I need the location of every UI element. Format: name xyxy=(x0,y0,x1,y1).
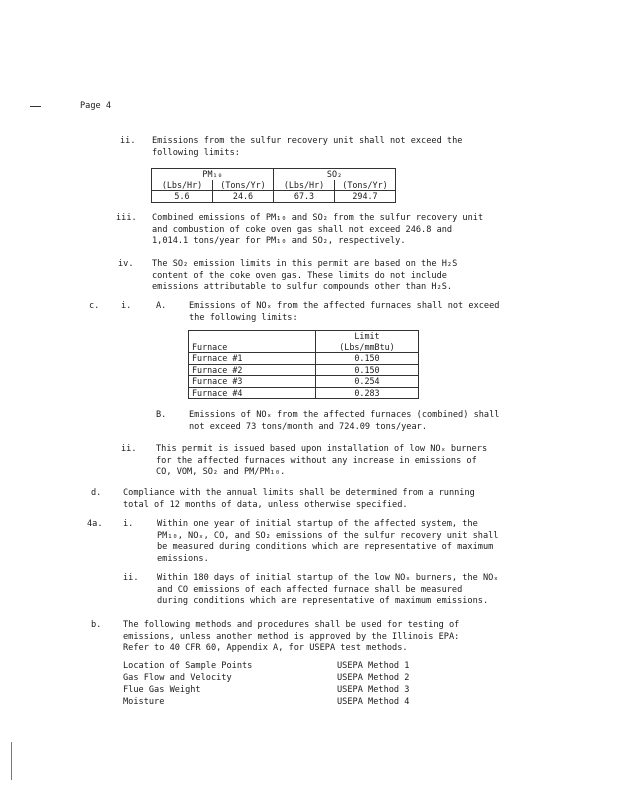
table-row xyxy=(189,353,419,365)
furnace-name: Furnace #2 xyxy=(189,364,316,376)
method-name: Flue Gas Weight xyxy=(123,685,201,695)
item-ii-label: ii. xyxy=(120,136,136,146)
unit-header: (Tons/Yr) xyxy=(213,180,274,191)
furnace-limit: 0.254 xyxy=(316,376,419,388)
table-row xyxy=(189,387,419,399)
item-c-b-label: B. xyxy=(156,410,167,420)
item-c-ii-label: ii. xyxy=(121,444,137,454)
method-name: Gas Flow and Velocity xyxy=(123,673,232,683)
item-b-text: The following methods and procedures shall be used for testing of emissions, unless another method is approved by the Illinois EPA: Refer to 40 CFR 60, Appendix A, for USEPA test methods. xyxy=(123,620,460,654)
furnace-header: Furnace xyxy=(189,342,316,353)
limit-value: 67.3 xyxy=(274,191,335,203)
item-iv-label: iv. xyxy=(118,259,134,269)
item-d-text: Compliance with the annual limits shall be determined from a running total of 12 months of data, unless otherwise specified. xyxy=(123,488,475,510)
item-4a-i-label: i. xyxy=(123,519,134,529)
limit-header: Limit xyxy=(316,331,419,342)
unit-header: (Lbs/Hr) xyxy=(152,180,213,191)
item-c-letter: c. xyxy=(89,301,100,311)
method-name: Moisture xyxy=(123,697,165,707)
item-ii-text: Emissions from the sulfur recovery unit shall not exceed the following limits: xyxy=(152,136,463,158)
limit-value: 294.7 xyxy=(335,191,396,203)
so2-header: SO₂ xyxy=(274,169,396,180)
furnace-name: Furnace #1 xyxy=(189,353,316,365)
unit-header: (Lbs/Hr) xyxy=(274,180,335,191)
furnace-limit: 0.283 xyxy=(316,387,419,399)
item-4a-ii-label: ii. xyxy=(123,573,139,583)
scan-edge-mark xyxy=(11,742,12,780)
item-c-text: Emissions of NOₓ from the affected furnaces shall not exceed the following limits: xyxy=(189,301,500,323)
item-4a-label: 4a. xyxy=(87,519,103,529)
item-4a-i-text: Within one year of initial startup of the affected system, the PM₁₀, NOₓ, CO, and SO₂ emissions of the sulfur recovery unit shall be measured during conditions which are representative of maximum emissions. xyxy=(157,519,499,564)
item-iii-label: iii. xyxy=(116,213,137,223)
table-row xyxy=(189,376,419,388)
furnace-name: Furnace #4 xyxy=(189,387,316,399)
furnace-limit: 0.150 xyxy=(316,364,419,376)
method-ref: USEPA Method 3 xyxy=(337,685,410,695)
item-b-label: b. xyxy=(91,620,102,630)
limit-value: 24.6 xyxy=(213,191,274,203)
table-row xyxy=(189,364,419,376)
method-ref: USEPA Method 1 xyxy=(337,661,410,671)
limit-units-header: (Lbs/mmBtu) xyxy=(316,342,419,353)
item-c-roman: i. xyxy=(121,301,132,311)
sru-limits-table xyxy=(151,168,396,203)
furnace-limit: 0.150 xyxy=(316,353,419,365)
item-c-ii-text: This permit is issued based upon installation of low NOₓ burners for the affected furnaces without any increase in emissions of CO, VOM, SO₂ and PM/PM₁₀. xyxy=(156,444,488,478)
furnace-name: Furnace #3 xyxy=(189,376,316,388)
method-name: Location of Sample Points xyxy=(123,661,253,671)
item-c-sub: A. xyxy=(156,301,167,311)
method-ref: USEPA Method 2 xyxy=(337,673,410,683)
limit-value: 5.6 xyxy=(152,191,213,203)
method-ref: USEPA Method 4 xyxy=(337,697,410,707)
item-iv-text: The SO₂ emission limits in this permit are based on the H₂S content of the coke oven gas. These limits do not include emissions attributable to sulfur compounds other than H₂S. xyxy=(152,259,458,293)
item-c-b-text: Emissions of NOₓ from the affected furnaces (combined) shall not exceed 73 tons/month and 724.09 tons/year. xyxy=(189,410,500,432)
unit-header: (Tons/Yr) xyxy=(335,180,396,191)
item-4a-ii-text: Within 180 days of initial startup of the low NOₓ burners, the NOₓ and CO emissions of each affected furnace shall be measured during conditions which are representative of maximum emissions. xyxy=(157,573,499,607)
pm10-header: PM₁₀ xyxy=(152,169,274,180)
item-iii-text: Combined emissions of PM₁₀ and SO₂ from the sulfur recovery unit and combustion of coke oven gas shall not exceed 246.8 and 1,014.1 tons/year for PM₁₀ and SO₂, respectively. xyxy=(152,213,484,247)
margin-dash xyxy=(30,106,41,107)
page-label: Page 4 xyxy=(80,101,112,111)
item-d-label: d. xyxy=(91,488,102,498)
furnace-nox-limits-table xyxy=(188,330,419,399)
